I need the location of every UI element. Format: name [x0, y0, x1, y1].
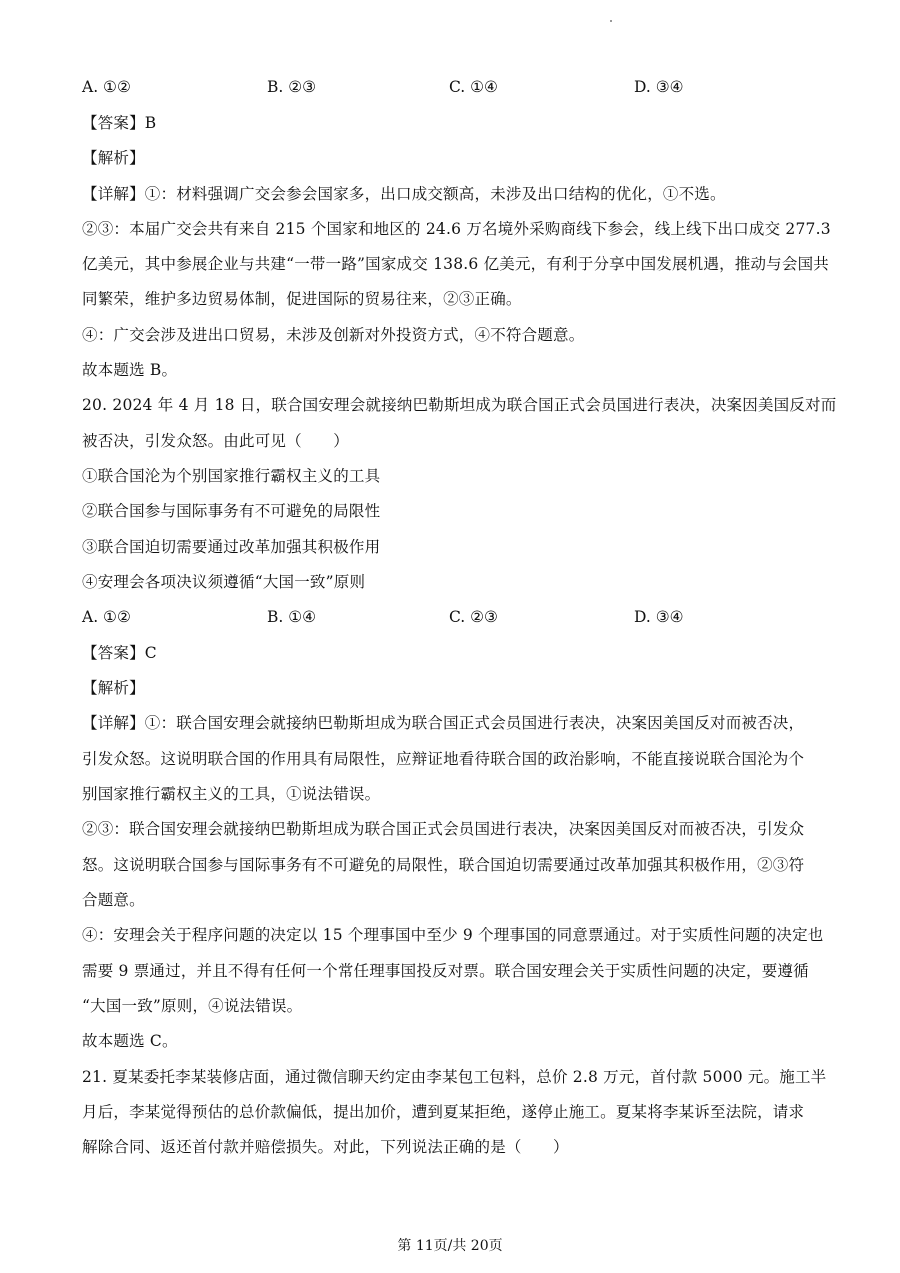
q20-detail-line: 需要 9 票通过，并且不得有任何一个常任理事国投反对票。联合国安理会关于实质性问题的决定，要遵循	[82, 962, 809, 980]
q20-option-b: B. ①④	[267, 608, 317, 626]
q19-detail-line: ②③：本届广交会共有来自 215 个国家和地区的 24.6 万名境外采购商线下参会，线上线下出口成交 277.3	[82, 220, 831, 238]
q19-conclusion: 故本题选 B。	[82, 361, 178, 379]
q21-stem-line: 21. 夏某委托李某装修店面，通过微信聊天约定由李某包工包料，总价 2.8 万元，首付款 5000 元。施工半	[82, 1068, 827, 1086]
scan-speck	[610, 20, 612, 22]
q19-option-a: A. ①②	[82, 78, 131, 96]
q19-detail-line: 同繁荣，维护多边贸易体制，促进国际的贸易往来，②③正确。	[82, 290, 522, 308]
q20-detail-line: 引发众怒。这说明联合国的作用具有局限性，应辩证地看待联合国的政治影响，不能直接说联合国沦为个	[82, 750, 805, 768]
q20-detail-line: ④：安理会关于程序问题的决定以 15 个理事国中至少 9 个理事国的同意票通过。对于实质性问题的决定也	[82, 926, 824, 944]
q20-statement: ②联合国参与国际事务有不可避免的局限性	[82, 502, 381, 520]
q20-options	[82, 606, 842, 628]
q20-analysis-label: 【解析】	[82, 679, 145, 697]
q20-stem-line: 被否决，引发众怒。由此可见（ ）	[82, 432, 349, 450]
page-footer: 第 11页/共 20页	[397, 1238, 503, 1254]
q20-statement: ③联合国迫切需要通过改革加强其积极作用	[82, 538, 381, 556]
q20-statement: ①联合国沦为个别国家推行霸权主义的工具	[82, 467, 381, 485]
q20-detail-line: ②③：联合国安理会就接纳巴勒斯坦成为联合国正式会员国进行表决，决案因美国反对而被否决，引发众	[82, 820, 805, 838]
q20-option-a: A. ①②	[82, 608, 131, 626]
q20-detail-line: “大国一致”原则，④说法错误。	[82, 997, 303, 1015]
q20-stem-line: 20. 2024 年 4 月 18 日，联合国安理会就接纳巴勒斯坦成为联合国正式会员国进行表决，决案因美国反对而	[82, 396, 837, 414]
q21-stem-line: 解除合同、返还首付款并赔偿损失。对此，下列说法正确的是（ ）	[82, 1138, 569, 1156]
q19-detail-line: 【详解】①：材料强调广交会参会国家多，出口成交额高，未涉及出口结构的优化，①不选。	[82, 185, 726, 203]
q20-conclusion: 故本题选 C。	[82, 1032, 178, 1050]
q19-option-c: C. ①④	[449, 78, 498, 96]
q20-detail-line: 【详解】①：联合国安理会就接纳巴勒斯坦成为联合国正式会员国进行表决，决案因美国反对而被否决，	[82, 714, 805, 732]
q19-option-d: D. ③④	[634, 78, 684, 96]
q20-option-c: C. ②③	[449, 608, 498, 626]
q19-answer: 【答案】B	[82, 114, 157, 132]
q19-detail-line: 亿美元，其中参展企业与共建“一带一路”国家成交 138.6 亿美元，有利于分享中国发展机遇，推动与会国共	[82, 255, 829, 273]
q20-option-d: D. ③④	[634, 608, 684, 626]
q20-detail-line: 怒。这说明联合国参与国际事务有不可避免的局限性，联合国迫切需要通过改革加强其积极作用，②③符	[82, 856, 805, 874]
q19-detail-line: ④：广交会涉及进出口贸易，未涉及创新对外投资方式，④不符合题意。	[82, 326, 585, 344]
q20-detail-line: 别国家推行霸权主义的工具，①说法错误。	[82, 785, 381, 803]
q21-stem-line: 月后，李某觉得预估的总价款偏低，提出加价，遭到夏某拒绝，遂停止施工。夏某将李某诉至法院，请求	[82, 1103, 805, 1121]
q20-statement: ④安理会各项决议须遵循“大国一致”原则	[82, 573, 366, 591]
q19-analysis-label: 【解析】	[82, 149, 145, 167]
q20-detail-line: 合题意。	[82, 891, 145, 909]
q19-option-b: B. ②③	[267, 78, 317, 96]
q19-options	[82, 76, 842, 98]
q20-answer: 【答案】C	[82, 644, 157, 662]
